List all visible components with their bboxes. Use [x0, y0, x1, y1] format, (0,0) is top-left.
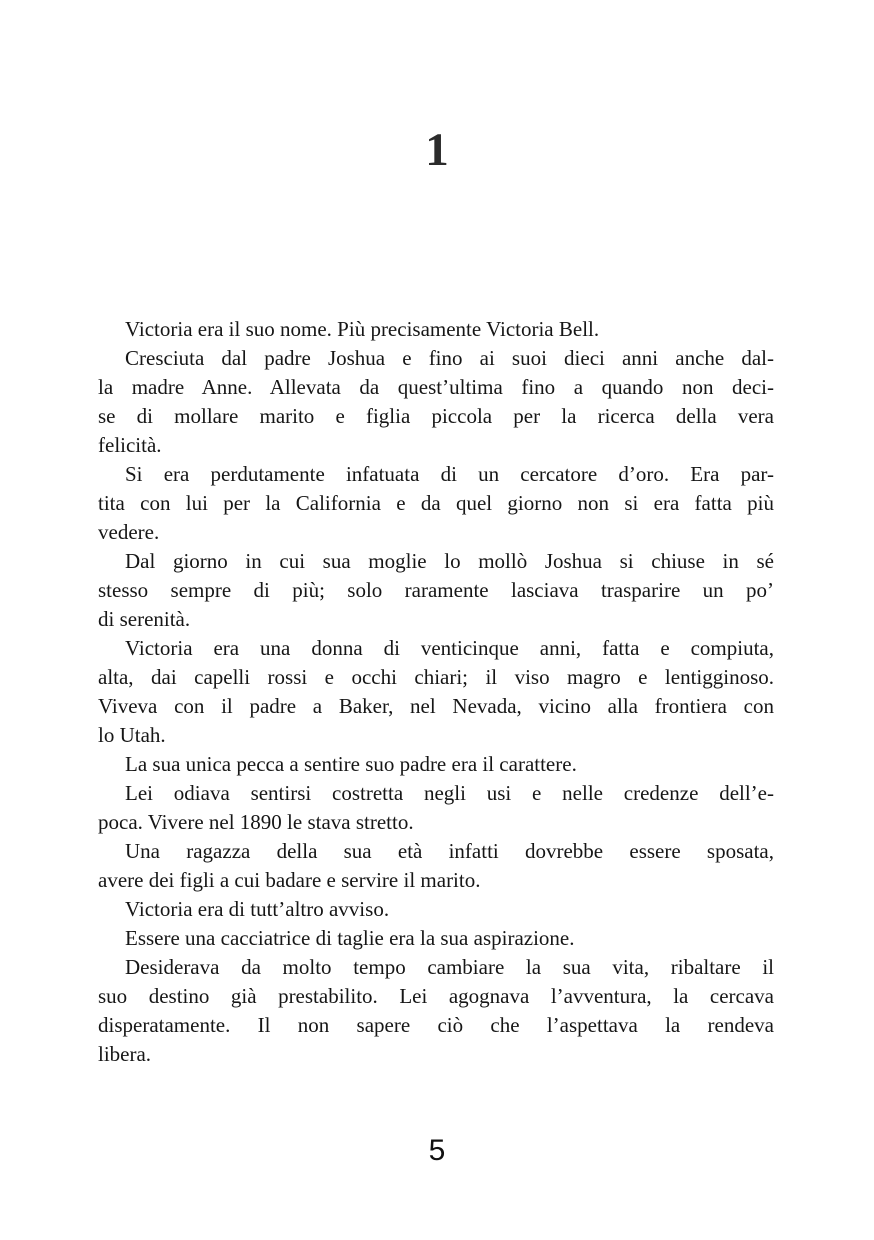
paragraph — [98, 924, 774, 953]
chapter-heading: 1 — [425, 124, 449, 176]
text-line: Viveva con il padre a Baker, nel Nevada, vicino alla frontiera con — [98, 694, 774, 718]
text-line: lo Utah. — [98, 723, 166, 747]
text-line: suo destino già prestabilito. Lei agognava l’avventura, la cercava — [98, 984, 774, 1008]
text-line: Victoria era di tutt’altro avviso. — [125, 897, 390, 921]
text-line: Dal giorno in cui sua moglie lo mollò Joshua si chiuse in sé — [125, 549, 774, 573]
paragraph — [98, 634, 774, 750]
text-line: Lei odiava sentirsi costretta negli usi e nelle credenze dell’e- — [125, 781, 774, 805]
page-number: 5 — [428, 1134, 446, 1167]
text-line: la madre Anne. Allevata da quest’ultima fino a quando non deci- — [98, 375, 774, 399]
paragraph — [98, 344, 774, 460]
text-line: avere dei figli a cui badare e servire il marito. — [98, 868, 481, 892]
paragraph — [98, 315, 774, 344]
text-line: Una ragazza della sua età infatti dovrebbe essere sposata, — [125, 839, 774, 863]
text-line: alta, dai capelli rossi e occhi chiari; il viso magro e lentigginoso. — [98, 665, 774, 689]
paragraph — [98, 895, 774, 924]
text-line: libera. — [98, 1042, 152, 1066]
text-line: Victoria era una donna di venticinque anni, fatta e compiuta, — [125, 636, 774, 660]
text-line: Si era perdutamente infatuata di un cercatore d’oro. Era par- — [125, 462, 774, 486]
text-line: Cresciuta dal padre Joshua e fino ai suoi dieci anni anche dal- — [125, 346, 774, 370]
text-line: disperatamente. Il non sapere ciò che l’aspettava la rendeva — [98, 1013, 774, 1037]
paragraph — [98, 460, 774, 547]
paragraph — [98, 750, 774, 779]
text-line: stesso sempre di più; solo raramente lasciava trasparire un po’ — [98, 578, 774, 602]
text-line: Victoria era il suo nome. Più precisamente Victoria Bell. — [125, 317, 600, 341]
paragraph — [98, 953, 774, 1069]
text-line: Desiderava da molto tempo cambiare la sua vita, ribaltare il — [125, 955, 774, 979]
text-line: felicità. — [98, 433, 162, 457]
paragraph — [98, 779, 774, 837]
text-line: di serenità. — [98, 607, 191, 631]
text-line: vedere. — [98, 520, 160, 544]
text-line: se di mollare marito e figlia piccola per la ricerca della vera — [98, 404, 774, 428]
text-line: tita con lui per la California e da quel giorno non si era fatta più — [98, 491, 774, 515]
text-line: La sua unica pecca a sentire suo padre era il carattere. — [125, 752, 577, 776]
paragraph — [98, 837, 774, 895]
body-text — [98, 315, 774, 1069]
text-line: Essere una cacciatrice di taglie era la sua aspirazione. — [125, 926, 575, 950]
paragraph — [98, 547, 774, 634]
text-line: poca. Vivere nel 1890 le stava stretto. — [98, 810, 414, 834]
